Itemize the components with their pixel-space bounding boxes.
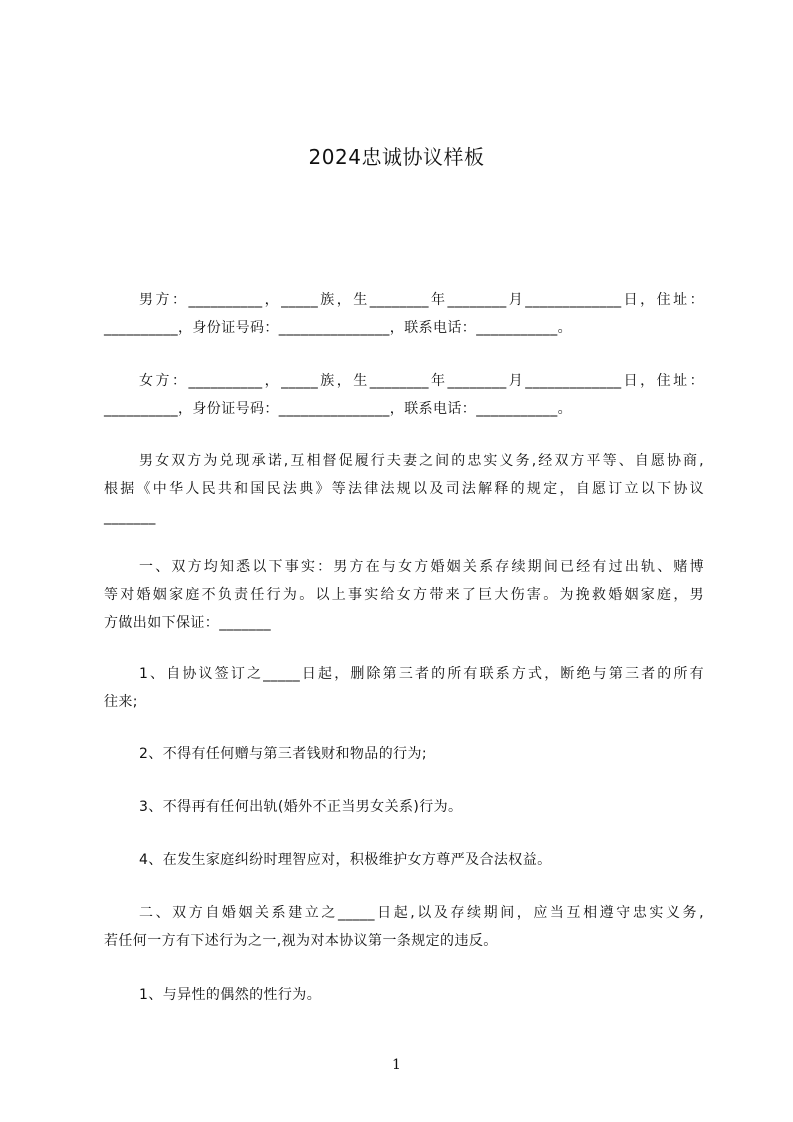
- item-1-line-2: 往来;: [104, 694, 138, 710]
- item-4-line: 4、在发生家庭纠纷时理智应对，积极维护女方尊严及合法权益。: [139, 852, 552, 868]
- clause-two-line-2: 若任何一方有下述行为之一,视为对本协议第一条规定的违反。: [104, 933, 498, 949]
- preamble-line-3: _______: [104, 509, 156, 525]
- clause-one-line-2: 等对婚姻家庭不负责任行为。以上事实给女方带来了巨大伤害。为挽救婚姻家庭，男: [104, 587, 704, 603]
- male-party-line-2: __________，身份证号码：_______________，联系电话：___________。: [104, 320, 572, 336]
- clause-one-line-3: 方做出如下保证：_______: [104, 615, 271, 631]
- clause-two-item-1-line: 1、与异性的偶然的性行为。: [139, 987, 322, 1003]
- item-2-line: 2、不得有任何赠与第三者钱财和物品的行为;: [139, 746, 428, 762]
- female-party-line-2: __________，身份证号码：_______________，联系电话：___________。: [104, 401, 572, 417]
- clause-two-line-1: 二、双方自婚姻关系建立之_____日起,以及存续期间，应当互相遵守忠实义务,: [139, 905, 704, 921]
- female-party-line-1: 女方：__________，_____族，生________年________月_____________日，住址：: [139, 373, 704, 389]
- preamble-line-2: 根据《中华人民共和国民法典》等法律法规以及司法解释的规定，自愿订立以下协议: [104, 481, 704, 497]
- page-title: 2024忠诚协议样板: [308, 145, 485, 169]
- item-1-line-1: 1、自协议签订之_____日起，删除第三者的所有联系方式，断绝与第三者的所有: [139, 666, 704, 682]
- male-party-line-1: 男方：__________，_____族，生________年________月_____________日，住址：: [139, 292, 704, 308]
- clause-one-line-1: 一、双方均知悉以下事实：男方在与女方婚姻关系存续期间已经有过出轨、赌博: [139, 559, 704, 575]
- item-3-line: 3、不得再有任何出轨(婚外不正当男女关系)行为。: [139, 799, 463, 815]
- preamble-line-1: 男女双方为兑现承诺,互相督促履行夫妻之间的忠实义务,经双方平等、自愿协商,: [139, 453, 704, 469]
- page-number: 1: [392, 1057, 401, 1073]
